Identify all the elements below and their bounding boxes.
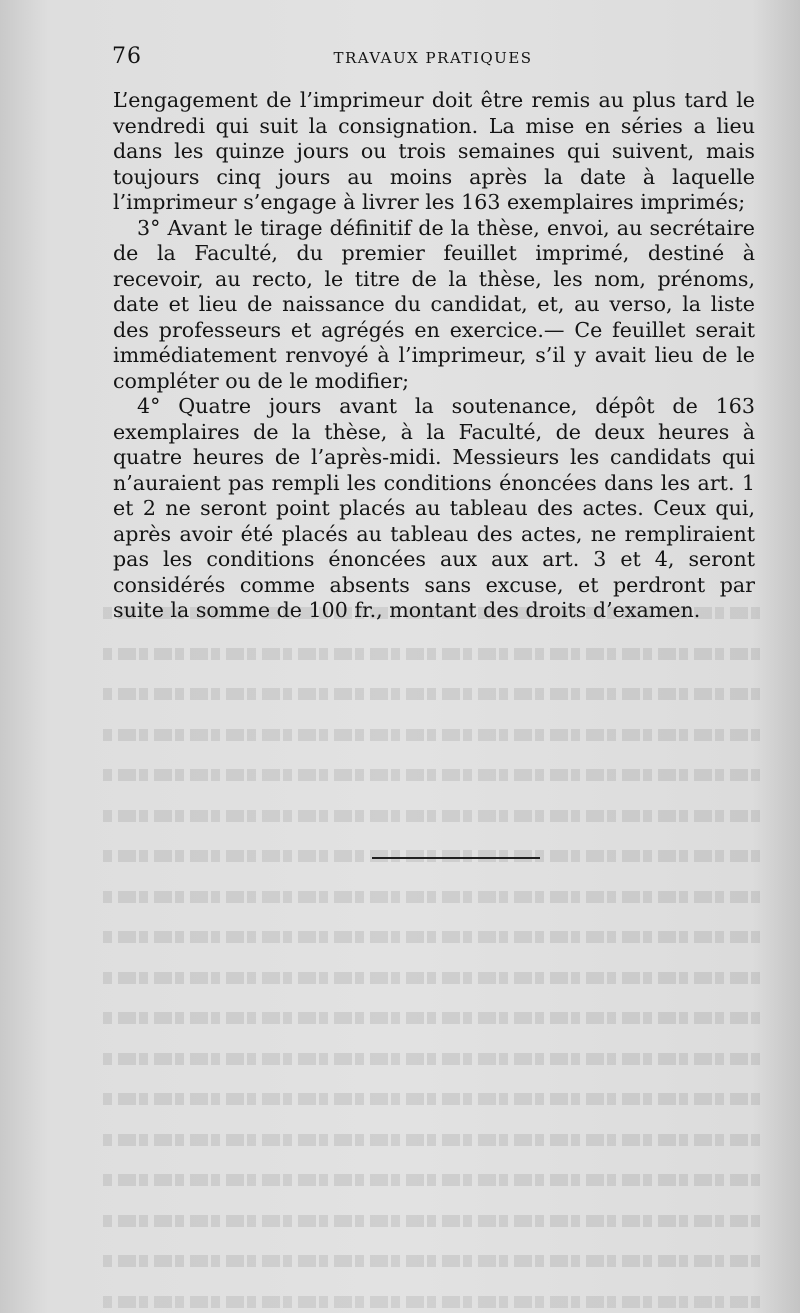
page-header (112, 44, 754, 74)
show-through-bleed (100, 600, 760, 1220)
paragraph-item-4: 4° Quatre jours avant la soutenance, dépôt de 163 exemplaires de la thèse, à la Faculté, de deux heures à quatre heures de l’après-midi. Messieurs les candidats qui n’auraient pas rempli les conditions énoncées dans les art. 1 et 2 ne seront point placés au tableau des actes. Ceux qui, après avoir été placés au tableau des actes, ne rempliraient pas les conditions énoncées aux aux art. 3 et 4, seront considérés comme absents sans excuse, et perdront par suite la somme de 100 fr., montant des droits d’examen. (113, 394, 755, 622)
paragraph-item-3: 3° Avant le tirage définitif de la thèse, envoi, au secrétaire de la Faculté, du premier feuillet imprimé, destiné à recevoir, au recto, le titre de la thèse, les nom, prénoms, date et lieu de naissance du candidat, et, au verso, la liste des professeurs et agrégés en exercice.— Ce feuillet serait immédiatement renvoyé à l’imprimeur, s’il y avait lieu de le compléter ou de le modifier; (113, 215, 755, 393)
page-number: 76 (112, 44, 142, 69)
section-divider-rule (372, 857, 540, 859)
paragraph-continuation: L’engagement de l’imprimeur doit être remis au plus tard le vendredi qui suit la consignation. La mise en séries a lieu dans les quinze jours ou trois semaines qui suivent, mais toujours cinq jours au moins après la date à laquelle l’imprimeur s’engage à livrer les 163 exemplaires imprimés; (113, 88, 755, 214)
body-text (113, 88, 755, 624)
running-head: TRAVAUX PRATIQUES (333, 49, 533, 67)
